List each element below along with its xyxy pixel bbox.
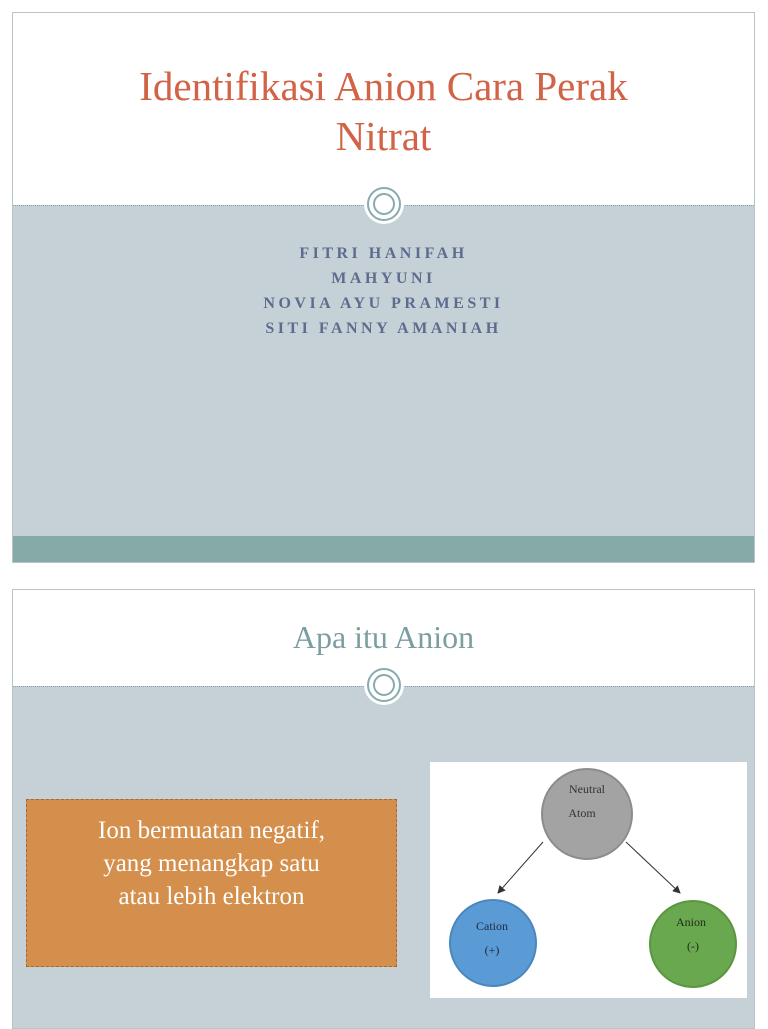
author-name: NOVIA AYU PRAMESTI — [263, 295, 504, 312]
cation-charge: (+) — [484, 943, 500, 957]
ring-ornament-icon — [367, 187, 401, 221]
slide-footer-bar — [13, 536, 754, 562]
ion-diagram — [430, 762, 747, 998]
neutral-atom-label: Neutral — [569, 782, 605, 796]
author-name: MAHYUNI — [331, 270, 436, 287]
author-list — [13, 241, 754, 341]
definition-line: atau lebih elektron — [118, 883, 305, 910]
presentation-title-line2: Nitrat — [335, 113, 432, 159]
ion-diagram-svg — [430, 762, 747, 998]
definition-slide — [12, 589, 755, 1029]
anion-charge: (-) — [687, 939, 699, 953]
presentation-title-line1: Identifikasi Anion Cara Perak — [139, 63, 628, 109]
author-name: FITRI HANIFAH — [299, 245, 468, 262]
arrow-to-cation — [498, 842, 543, 893]
cation-label: Cation — [476, 919, 508, 933]
definition-line: yang menangkap satu — [103, 850, 320, 877]
arrow-to-anion — [626, 842, 680, 893]
ring-ornament-icon — [367, 668, 401, 702]
title-slide-header — [13, 13, 754, 205]
anion-label: Anion — [676, 915, 706, 929]
definition-box — [26, 799, 397, 967]
title-slide — [12, 12, 755, 563]
definition-text — [27, 814, 396, 913]
definition-line: Ion bermuatan negatif, — [98, 817, 325, 844]
author-name: SITI FANNY AMANIAH — [265, 320, 502, 337]
neutral-atom-label: Atom — [568, 806, 596, 820]
presentation-title — [13, 61, 754, 161]
slide-title: Apa itu Anion — [292, 619, 475, 655]
